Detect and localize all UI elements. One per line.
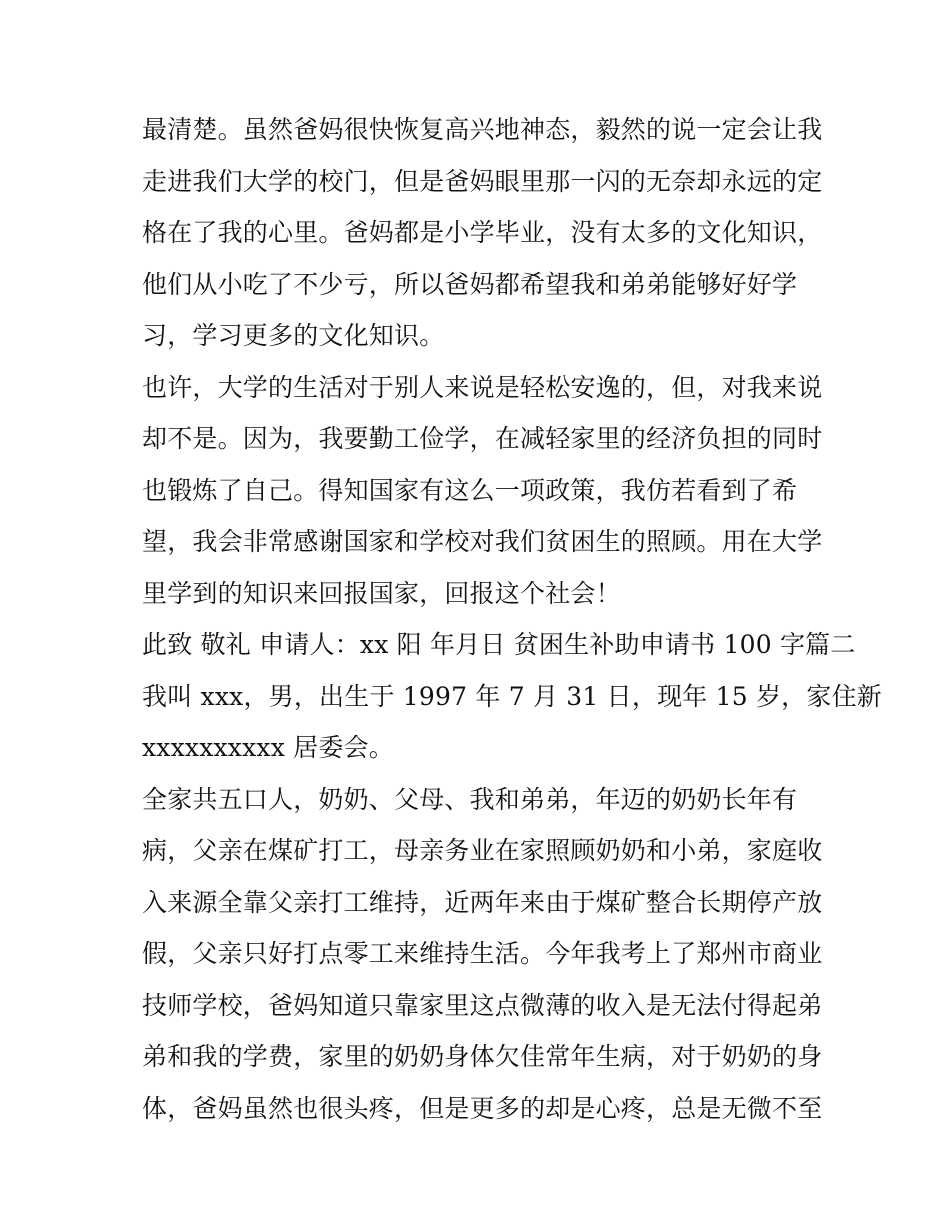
text-line: 体，爸妈虽然也很头疼，但是更多的却是心疼，总是无微不至 — [142, 1093, 823, 1123]
text-line: 我叫 xxx，男，出生于 1997 年 7 月 31 日，现年 15 岁，家住新 — [142, 681, 882, 711]
text-line: 全家共五口人，奶奶、父母、我和弟弟，年迈的奶奶长年有 — [142, 784, 798, 814]
text-line: 最清楚。虽然爸妈很快恢复高兴地神态，毅然的说一定会让我 — [142, 115, 823, 144]
text-line: 技师学校，爸妈知道只靠家里这点微薄的收入是无法付得起弟 — [142, 990, 823, 1020]
document-body — [142, 110, 882, 1140]
text-line: 他们从小吃了不少亏，所以爸妈都希望我和弟弟能够好好学 — [142, 269, 798, 299]
text-line: 弟和我的学费，家里的奶奶身体欠佳常年生病，对于奶奶的身 — [142, 1042, 823, 1071]
text-line: 也锻炼了自己。得知国家有这么一项政策，我仿若看到了希 — [142, 475, 798, 505]
text-line: xxxxxxxxxx 居委会。 — [142, 733, 394, 762]
text-line: 入来源全靠父亲打工维持，近两年来由于煤矿整合长期停产放 — [142, 887, 823, 917]
text-line: 望，我会非常感谢国家和学校对我们贫困生的照顾。用在大学 — [142, 527, 823, 556]
text-line: 假，父亲只好打点零工来维持生活。今年我考上了郑州市商业 — [142, 939, 823, 968]
text-line: 也许，大学的生活对于别人来说是轻松安逸的，但，对我来说 — [142, 372, 823, 402]
text-line: 习，学习更多的文化知识。 — [142, 321, 445, 350]
text-line: 格在了我的心里。爸妈都是小学毕业，没有太多的文化知识， — [142, 218, 823, 247]
text-line: 此致 敬礼 申请人：xx 阳 年月日 贫困生补助申请书 100 字篇二 — [142, 630, 856, 659]
text-line: 走进我们大学的校门，但是爸妈眼里那一闪的无奈却永远的定 — [142, 166, 823, 196]
text-line: 却不是。因为，我要勤工俭学，在减轻家里的经济负担的同时 — [142, 424, 823, 453]
text-line: 里学到的知识来回报国家，回报这个社会！ — [142, 578, 621, 608]
text-line: 病，父亲在煤矿打工，母亲务业在家照顾奶奶和小弟，家庭收 — [142, 836, 823, 865]
